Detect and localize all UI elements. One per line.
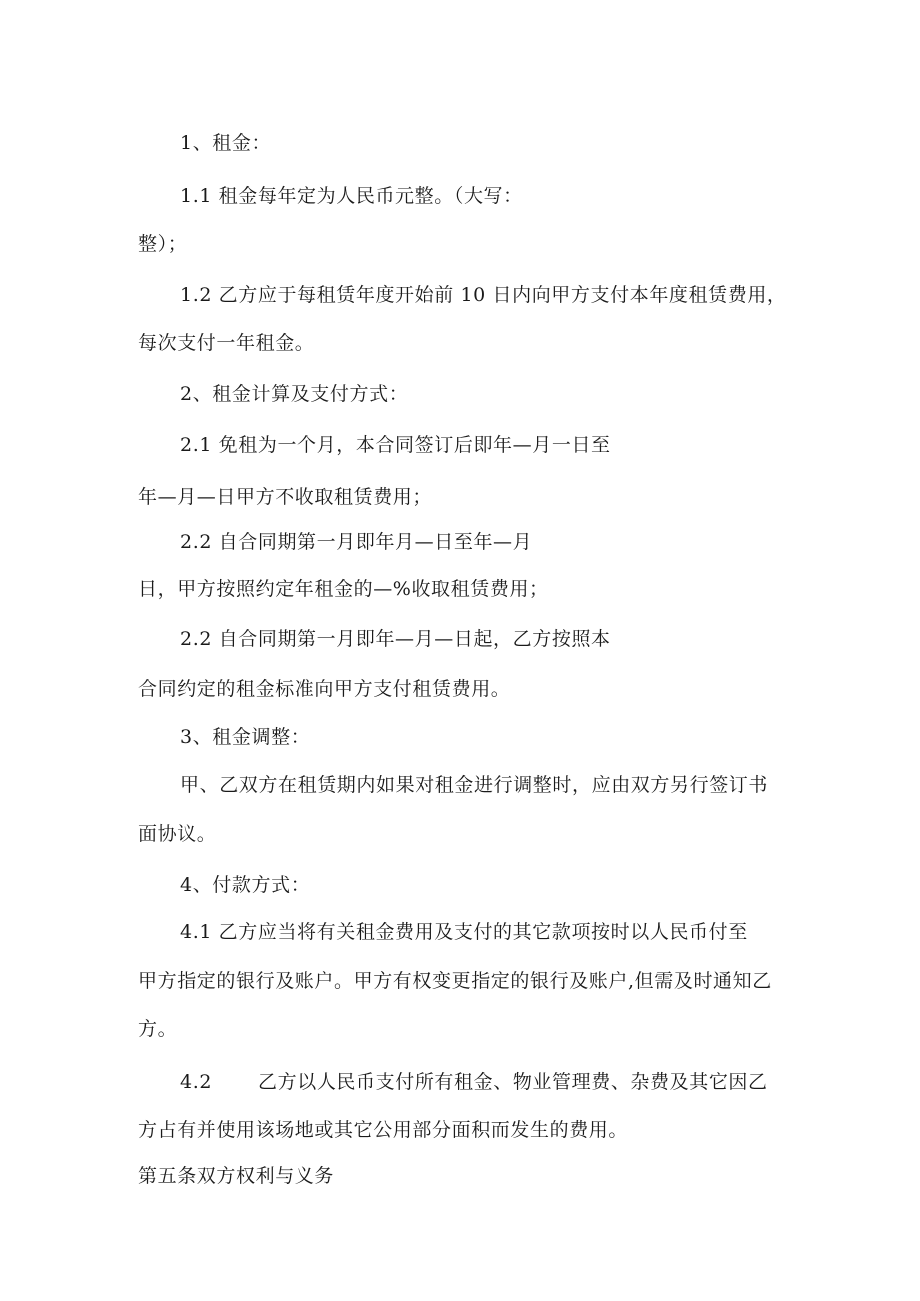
clause-2-2-second: 2.2 自合同期第一月即年—月—日起，乙方按照本 [180,628,611,650]
article-5-heading: 第五条双方权利与义务 [138,1165,335,1187]
clause-2-1-continued: 年—月—日甲方不收取租赁费用； [138,486,433,508]
clause-4-2-text: 乙方以人民币支付所有租金、物业管理费、杂费及其它因乙 [258,1071,768,1093]
clause-3: 甲、乙双方在租赁期内如果对租金进行调整时，应由双方另行签订书 [180,774,769,796]
clause-4-2-continued: 方占有并使用该场地或其它公用部分面积而发生的费用。 [138,1119,629,1141]
clause-2-2-second-continued: 合同约定的租金标准向甲方支付租赁费用。 [138,678,511,700]
clause-2-1: 2.1 免租为一个月，本合同签订后即年—月一日至 [180,434,611,456]
clause-1-1: 1.1 租金每年定为人民币元整。（大写： [180,185,523,207]
clause-2-2-continued: 日，甲方按照约定年租金的—%收取租赁费用； [138,578,549,600]
section-heading-rent-calculation: 2、租金计算及支付方式： [180,383,409,405]
clause-2-2: 2.2 自合同期第一月即年月—日至年—月 [180,531,533,553]
clause-4-2-number: 4.2 [180,1071,213,1093]
clause-4-1: 4.1 乙方应当将有关租金费用及支付的其它款项按时以人民币付至 [180,921,748,943]
clause-3-continued: 面协议。 [138,823,217,845]
section-heading-payment-method: 4、付款方式： [180,874,311,896]
clause-1-2-continued: 每次支付一年租金。 [138,332,315,354]
clause-4-2 [180,1070,768,1094]
clause-4-1-continued: 甲方指定的银行及账户。甲方有权变更指定的银行及账户,但需及时通知乙 [138,970,772,992]
clause-1-2: 1.2 乙方应于每租赁年度开始前 10 日内向甲方支付本年度租赁费用， [180,284,787,306]
clause-1-1-continued: 整）； [138,233,188,255]
section-heading-rent-adjustment: 3、租金调整： [180,726,311,748]
clause-4-1-end: 方。 [138,1018,178,1040]
section-heading-rent: 1、租金： [180,132,272,154]
